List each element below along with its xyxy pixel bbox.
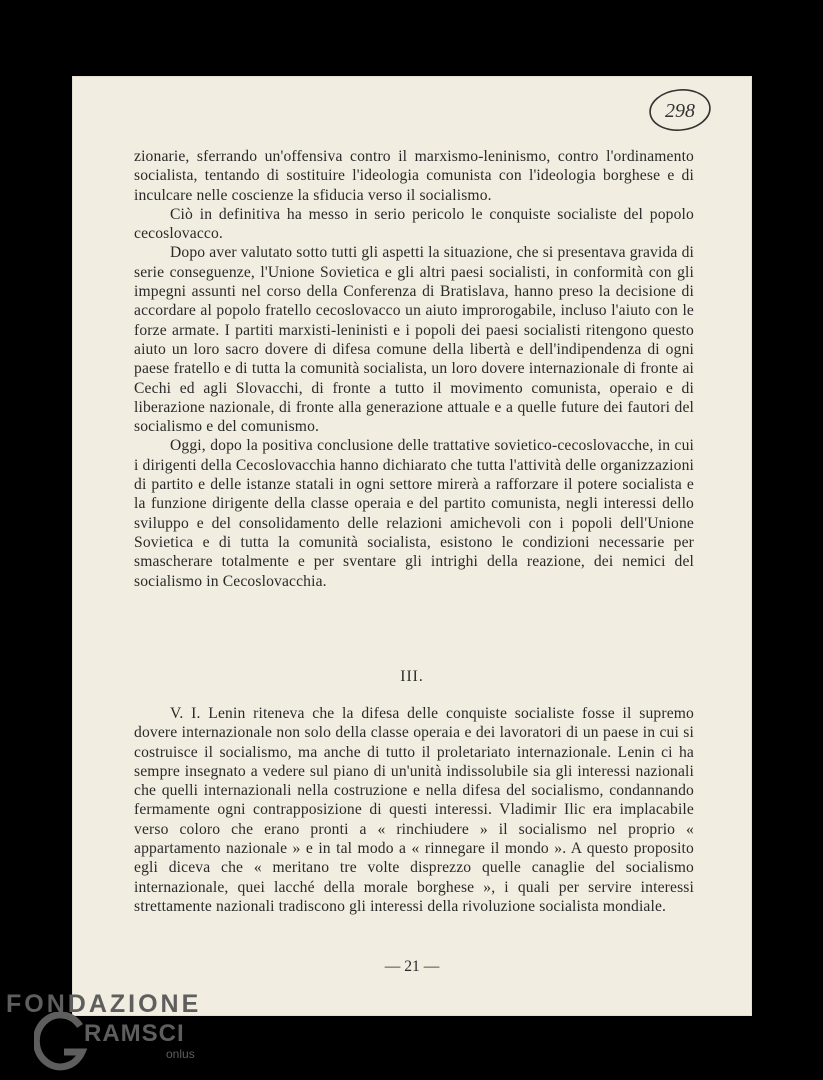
svg-text:298: 298 xyxy=(665,100,695,122)
body-text-upper xyxy=(134,147,694,591)
paragraph: V. I. Lenin riteneva che la difesa delle conquiste socialiste fosse il supremo dovere internazionale non solo della classe operaia e dei lavoratori di un paese in cui si costruisce il socialismo, ma anche di tutto il proletariato internazionale. Lenin ci ha sempre insegnato a vedere sul piano di un'unità indissolubile sia gli interessi nazionali che quelli internazionali nella costruzione e nella difesa del socialismo, condannando fermamente ogni contrapposizione di questi interessi. Vladimir Ilic era implacabile verso coloro che erano pronti a « rinchiudere » il socialismo nel proprio « appartamento nazionale » e in tal modo a « rinnegare il mondo ». A questo proposito egli diceva che « meritano tre volte disprezzo quelle canaglie del socialismo internazionale, quei lacché della morale borghese », i quali per servire interessi strettamente nazionali tradiscono gli interessi della rivoluzione socialista mondiale. xyxy=(134,705,694,915)
handwritten-page-number xyxy=(648,86,712,134)
section-heading: III. xyxy=(400,668,424,685)
page-number: — 21 — xyxy=(384,958,440,975)
paragraph: zionarie, sferrando un'offensiva contro il marxismo-leninismo, contro l'ordinamento socialista, tentando di sostituire l'ideologia comunista con l'ideologia borghese e di inculcare nelle coscienze la sfiducia verso il socialismo. xyxy=(134,148,694,204)
watermark-foundation: FONDAZIONE xyxy=(6,990,202,1018)
paragraph: Oggi, dopo la positiva conclusione delle trattative sovietico-cecoslovacche, in cui i dirigenti della Cecoslovacchia hanno dichiarato che tutta l'attività delle organizzazioni di partito e delle istanze statali in ogni settore mirerà a rafforzare il potere socialista e la funzione dirigente della classe operaia e del partito comunista, negli interessi dello sviluppo e del consolidamento delle relazioni amichevoli con i popoli dell'Unione Sovietica e di tutta la comunità socialista, esistono le condizioni necessarie per smascherare totalmente e per sventare gli intrighi della reazione, dei nemici del socialismo in Cecoslovacchia. xyxy=(134,437,695,590)
paragraph: Dopo aver valutato sotto tutti gli aspetti la situazione, che si presentava gravida di serie conseguenze, l'Unione Sovietica e gli altri paesi socialisti, in conformità con gli impegni assunti nel corso della Conferenza di Bratislava, hanno preso la decisione di accordare al popolo fratello cecoslovacco un aiuto improrogabile, incluso l'aiuto con le forze armate. I partiti marxisti-leninisti e i popoli dei paesi socialisti ritengono questo aiuto un loro sacro dovere di difesa comune della libertà e dell'indipendenza di ogni paese fratello e di tutta la comunità socialista, un loro dovere internazionale di fronte ai Cechi ed agli Slovacchi, di fronte a tutto il movimento comunista, operaio e di liberazione nazionale, di fronte alla generazione attuale e a quelle future dei fautori del socialismo e del comunismo. xyxy=(134,244,694,436)
paragraph: Ciò in definitiva ha messo in serio pericolo le conquiste socialiste del popolo cecoslovacco. xyxy=(134,205,694,243)
watermark-subtitle: onlus xyxy=(166,1047,195,1061)
body-text-lower xyxy=(134,704,694,916)
watermark-g-logo-icon xyxy=(34,1012,90,1076)
watermark-brand: RAMSCI xyxy=(84,1020,185,1047)
